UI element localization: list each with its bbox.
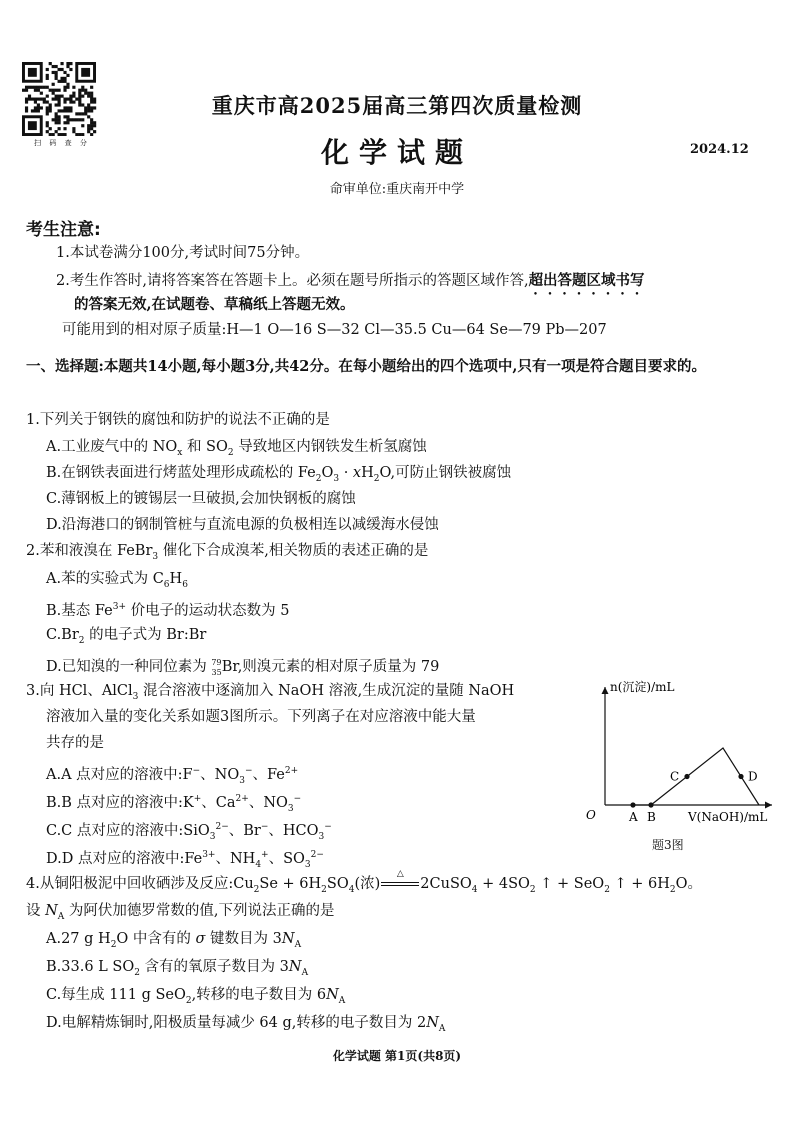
point-label-A: A bbox=[629, 810, 638, 824]
qr-caption: 扫 码 查 分 bbox=[34, 139, 90, 147]
q3-stem-1: 3.向 HCl、AlCl$_3$ 混合溶液中逐滴加入 NaOH 溶液,生成沉淀的量随 NaOH bbox=[26, 683, 515, 702]
point-C bbox=[684, 774, 689, 779]
q1-option-a[interactable]: A.工业废气中的 $NO_x$ 和 $SO_2$ 导致地区内钢铁发生析氢腐蚀 bbox=[46, 439, 427, 458]
q1-option-b[interactable]: B.在钢铁表面进行烤蓝处理形成疏松的 $Fe_2O_3 \cdot xH_2O$,可防止钢铁被腐蚀 bbox=[46, 465, 512, 484]
q4-option-c[interactable]: C.每生成 111 g SeO$_2$,转移的电子数目为 $6N_A$ bbox=[46, 987, 346, 1006]
notice-item-1: 1.本试卷满分100分,考试时间75分钟。 bbox=[56, 245, 310, 261]
q4-option-b[interactable]: B.33.6 L $SO_2$ 含有的氧原子数目为 $3N_A$ bbox=[46, 959, 309, 978]
notice-item-2 bbox=[56, 271, 645, 298]
q3-option-b[interactable]: B.B 点对应的溶液中:K+、$Ca^{2+}$、$NO_3^-$ bbox=[46, 794, 302, 814]
q2-option-a[interactable]: A.苯的实验式为 $C_6H_6$ bbox=[46, 571, 188, 590]
page-footer: 化学试题 第1页(共8页) bbox=[332, 1049, 462, 1063]
q3-figure bbox=[582, 675, 777, 855]
notice-title: 考生注意: bbox=[26, 220, 101, 240]
q3-option-d[interactable]: D.D 点对应的溶液中$:Fe^{3+}$、$NH_4^+$、$SO_3^{2-}$ bbox=[46, 850, 324, 870]
q4-stem-2: 设 $N_A$ 为阿伏加德罗常数的值,下列说法正确的是 bbox=[26, 903, 335, 922]
q3-option-c[interactable]: C.C 点对应的溶液中:SiO$_3^{2-}$、Br−、$HCO_3^-$ bbox=[46, 822, 332, 842]
q4-option-d[interactable]: D.电解精炼铜时,阳极质量每减少 64 g,转移的电子数目为 $2N_A$ bbox=[46, 1015, 446, 1034]
subject-title: 化学试题 bbox=[320, 136, 473, 169]
point-B bbox=[648, 802, 653, 807]
q3-stem-3: 共存的是 bbox=[46, 735, 104, 751]
exam-date: 2024.12 bbox=[690, 142, 749, 157]
point-label-D: D bbox=[748, 769, 758, 784]
y-axis-label: n(沉淀)/mL bbox=[610, 680, 675, 694]
point-D bbox=[738, 774, 743, 779]
point-label-C: C bbox=[670, 769, 680, 784]
q2-option-d[interactable]: D.已知溴的一种同位素为 $^{79}_{35}$Br,则溴元素的相对原子质量为 79 bbox=[46, 658, 440, 677]
q3-stem-2: 溶液加入量的变化关系如题3图所示。下列离子在对应溶液中能大量 bbox=[46, 709, 476, 725]
q1-stem: 1.下列关于钢铁的腐蚀和防护的说法不正确的是 bbox=[26, 412, 330, 428]
origin-label: O bbox=[586, 808, 596, 822]
exam-title: 重庆市高2025届高三第四次质量检测 bbox=[211, 93, 583, 118]
section-1-header: 一、选择题:本题共14小题,每小题3分,共42分。在每小题给出的四个选项中,只有一项是符合题目要求的。 bbox=[26, 358, 706, 375]
notice-item-2c: 的答案无效,在试题卷、草稿纸上答题无效。 bbox=[74, 296, 355, 313]
point-A bbox=[630, 802, 635, 807]
q4-stem-1: 4.从铜阳极泥中回收硒涉及反应$:Cu_2Se + 6H_2SO_4$(浓) △ 2CuSO$_4$ + $4SO_2$ ↑ + SeO$_2$ ↑ + $6H_2O$。 bbox=[26, 869, 703, 895]
point-label-B: B bbox=[647, 810, 656, 824]
q1-option-c[interactable]: C.薄钢板上的镀锡层一旦破损,会加快钢板的腐蚀 bbox=[46, 491, 356, 507]
x-axis-label: V(NaOH)/mL bbox=[688, 810, 768, 824]
notice-item-2b: 超出答题区域书写 bbox=[528, 272, 645, 289]
q3-figure-caption: 题3图 bbox=[652, 838, 684, 852]
q2-stem: 2.苯和液溴在 FeBr$_3$ 催化下合成溴苯,相关物质的表述正确的是 bbox=[26, 543, 429, 562]
issuing-unit: 命审单位:重庆南开中学 bbox=[329, 182, 465, 197]
atomic-masses: 可能用到的相对原子质量:H—1 O—16 S—32 Cl—35.5 Cu—64 Se—79 Pb—207 bbox=[62, 322, 607, 338]
q3-option-a[interactable]: A.A 点对应的溶液中:F−、$NO_3^-$、$Fe^{2+}$ bbox=[46, 766, 299, 786]
notice-item-2a: 2.考生作答时,请将答案答在答题卡上。必须在题号所指示的答题区域作答, bbox=[56, 273, 529, 289]
q2-option-b[interactable]: B.基态 $Fe^{3+}$ 价电子的运动状态数为 5 bbox=[46, 602, 290, 619]
q2-option-c[interactable]: $C.Br_2$ 的电子式为 Br:Br bbox=[46, 627, 207, 646]
q4-option-a[interactable]: A.27 g $H_2O$ 中含有的 σ 键数目为 $3N_A$ bbox=[46, 931, 302, 950]
q1-option-d[interactable]: D.沿海港口的钢制管桩与直流电源的负极相连以减缓海水侵蚀 bbox=[46, 517, 439, 533]
precipitate-chart bbox=[582, 675, 777, 835]
